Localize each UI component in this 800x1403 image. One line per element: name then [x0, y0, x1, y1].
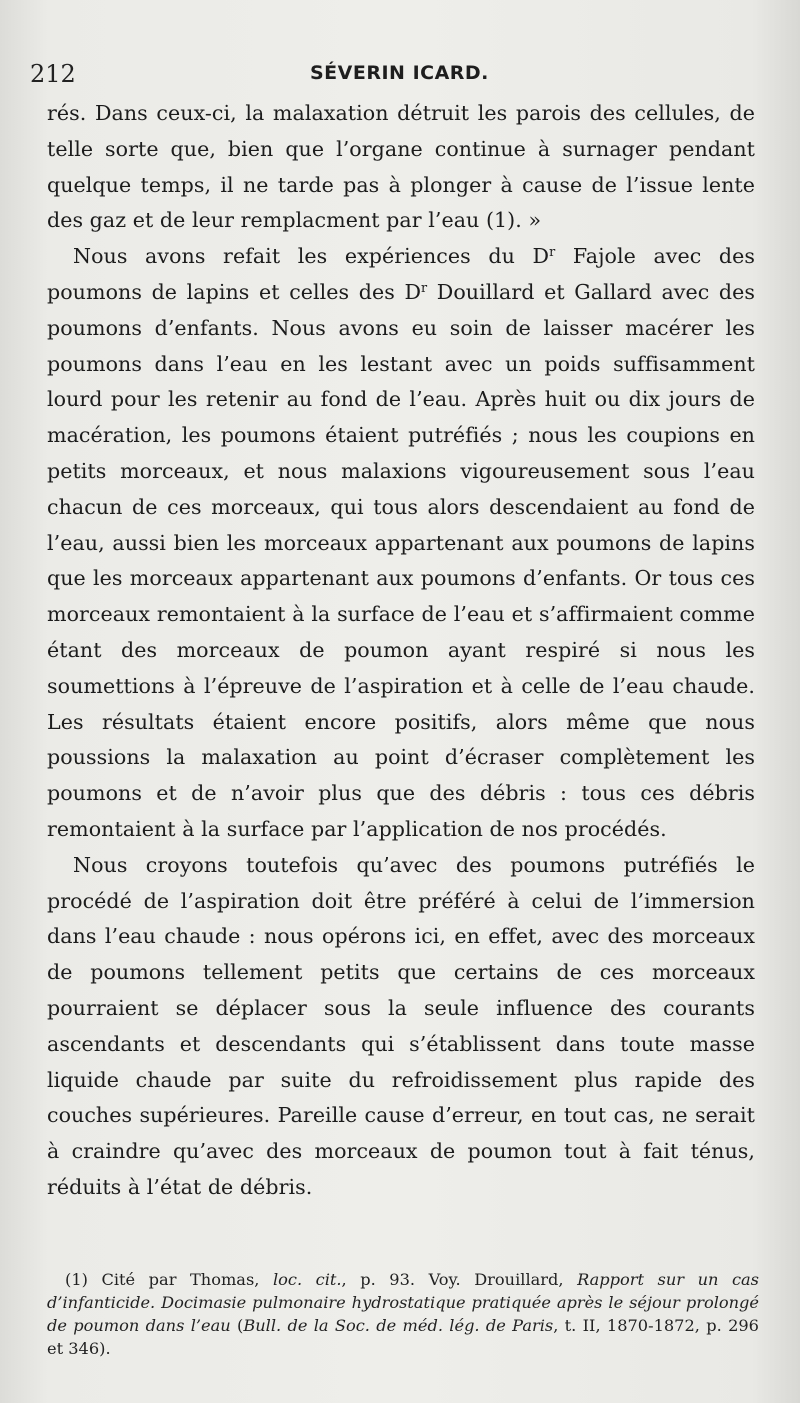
superscript: r [421, 280, 428, 296]
footnote-italic: Rapport sur un cas d’infanticide. Docimasie pulmonaire hydrostatique pratiquée après le séjour prolongé de poumon dans l’eau [47, 1270, 759, 1335]
footnote-marker: (1) [65, 1270, 88, 1289]
text-segment: Douillard et Gallard avec des poumons d’enfants. Nous avons eu soin de laisser macérer les poumons dans l’eau en les lestant avec un poids suffisamment lourd pour les retenir au fond de l’eau. Après huit ou dix jours de macération, les poumons étaient putréfiés ; nous les coupions en petits morceaux, et nous malaxions vigoureusement sous l’eau chacun de ces morceaux, qui tous alors descendaient au fond de l’eau, aussi bien les morceaux appartenant aux poumons de lapins que les morceaux appartenant aux poumons d’enfants. Or tous ces morceaux remontaient à la surface de l’eau et s’affirmaient comme étant des morceaux de poumon ayant respiré si nous les soumettions à l’épreuve de l’aspiration et à celle de l’eau chaude. Les résultats étaient encore positifs, alors même que nous poussions la malaxation au point d’écraser complètement les poumons et de n’avoir plus que des débris : tous ces débris remontaient à la surface par l’application de nos procédés. [47, 279, 755, 841]
footnote-italic: loc. cit. [272, 1270, 342, 1289]
paragraph-experiments [47, 239, 755, 848]
running-head: SÉVERIN ICARD. [310, 62, 489, 84]
text-segment: Nous avons refait les expériences du D [73, 244, 550, 269]
paragraph-conclusion: Nous croyons toutefois qu’avec des poumons putréfiés le procédé de l’aspiration doit être préféré à celui de l’immersion dans l’eau chaude : nous opérons ici, en effet, avec des morceaux de poumons tellement petits que certains de ces morceaux pourraient se déplacer sous la seule influence des courants ascendants et descendants qui s’établissent dans toute masse liquide chaude par suite du refroidissement plus rapide des couches supérieures. Pareille cause d’erreur, en tout cas, ne serait à craindre qu’avec des morceaux de poumon tout à fait ténus, réduits à l’état de débris. [47, 852, 755, 1199]
footnotes [47, 1268, 759, 1360]
footnote-text: ( [230, 1316, 244, 1335]
footnote-text: , t. II, 1870-1872, p. 296 et 346). [47, 1316, 759, 1358]
page-header [0, 58, 800, 90]
footnote-text: Cité par Thomas, [87, 1270, 273, 1289]
footnote [47, 1268, 759, 1360]
superscript: r [549, 245, 556, 261]
text-segment: Fajole avec des poumons de lapins et celles des D [47, 244, 755, 304]
page-number: 212 [30, 60, 76, 88]
footnote-text: , p. 93. Voy. Drouillard, [341, 1270, 578, 1289]
paragraph-continued: rés. Dans ceux-ci, la malaxation détruit les parois des cellules, de telle sorte que, bien que l’organe continue à surnager pendant quelque temps, il ne tarde pas à plonger à cause de l’issue lente des gaz et de leur remplacment par l’eau (1). » [47, 101, 755, 233]
main-text [47, 96, 755, 1206]
footnote-italic: Bull. de la Soc. de méd. lég. de Paris [243, 1316, 554, 1335]
